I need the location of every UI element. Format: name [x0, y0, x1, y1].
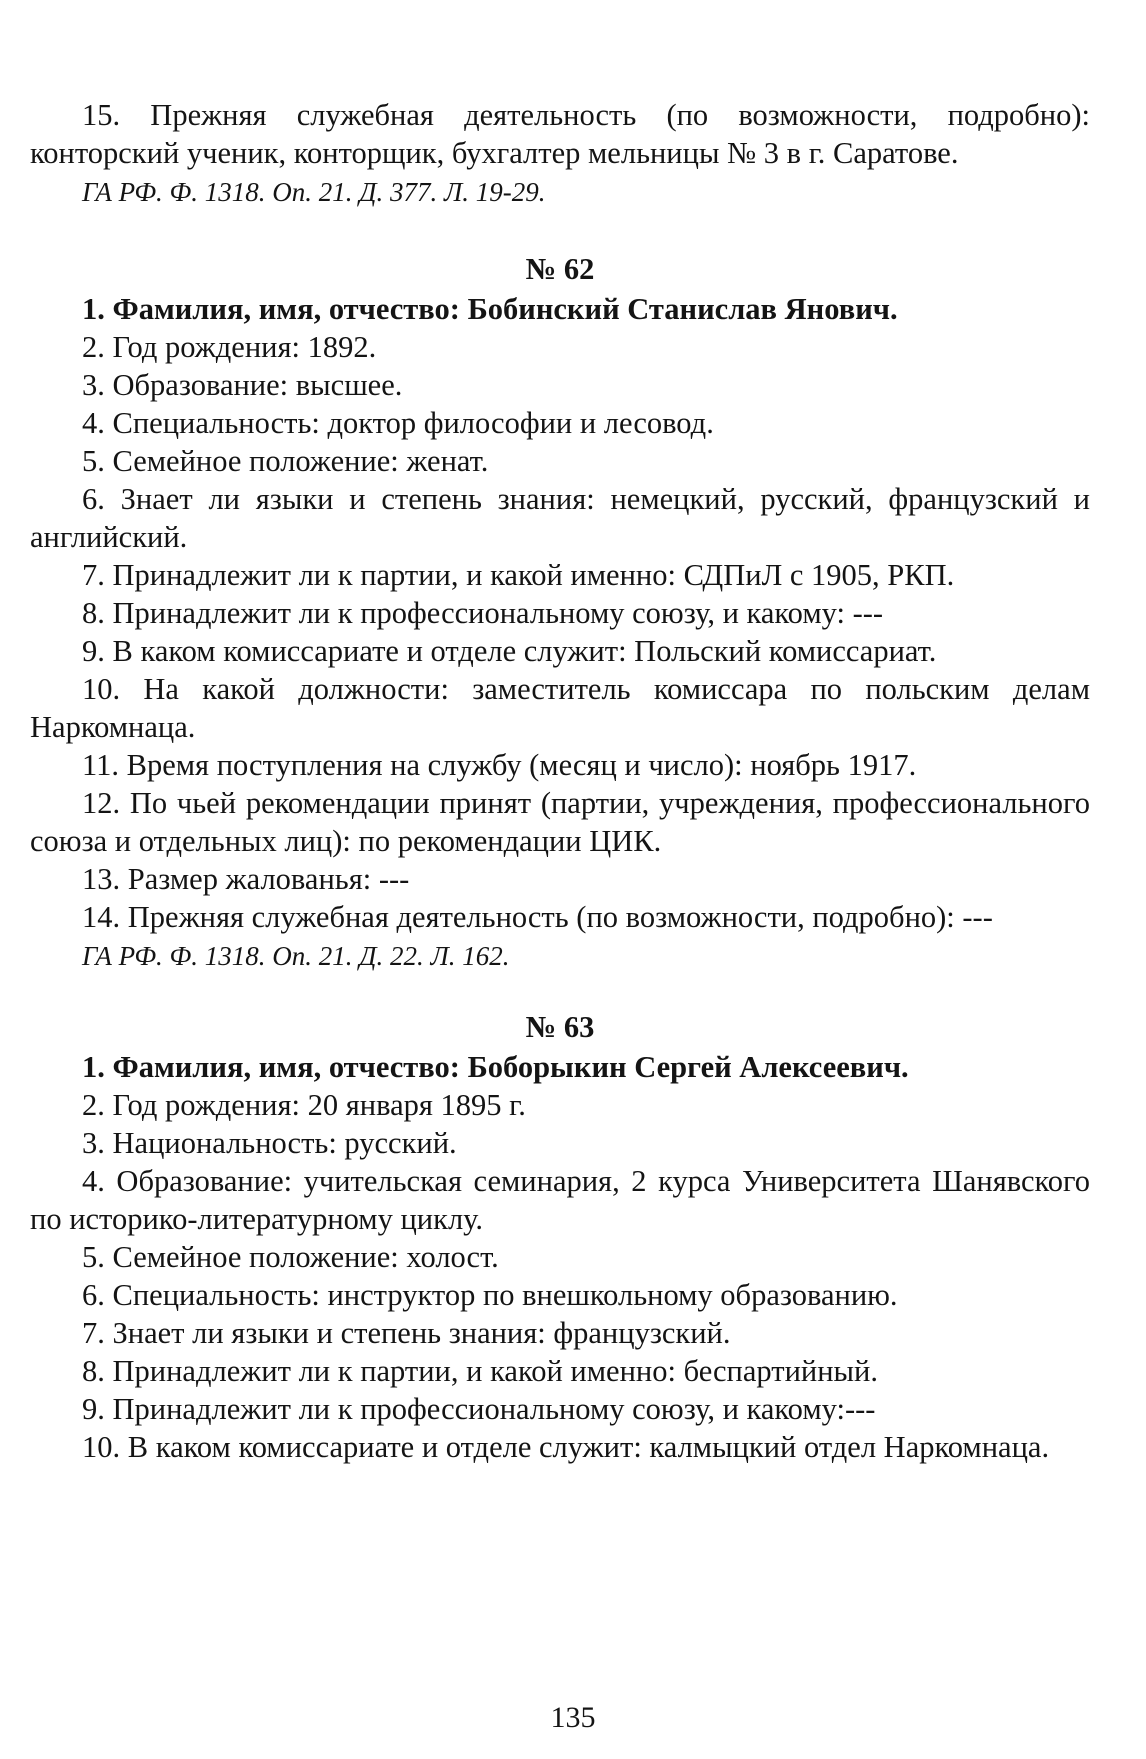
entry-63-item-7: 7. Знает ли языки и степень знания: французский.	[82, 1316, 731, 1350]
entry-63	[30, 1008, 1090, 1466]
entry-63-item-10: 10. В каком комиссариате и отделе служит: калмыцкий отдел Наркомнаца.	[82, 1430, 1050, 1464]
entry-62-item-9: 9. В каком комиссариате и отделе служит: Польский комиссариат.	[82, 634, 937, 668]
prev-entry-source: ГА РФ. Ф. 1318. Оп. 21. Д. 377. Л. 19-29.	[82, 177, 546, 207]
entry-62-number: № 62	[525, 252, 595, 286]
entry-62-item-13: 13. Размер жалованья: ---	[82, 862, 410, 896]
document-page	[30, 96, 1090, 1466]
entry-62-item-6: 6. Знает ли языки и степень знания: немецкий, русский, французский и английский.	[30, 482, 1090, 554]
entry-63-item-4: 4. Образование: учительская семинария, 2 курса Университета Шанявского по историко-литературному циклу.	[30, 1164, 1090, 1236]
entry-62-item-3: 3. Образование: высшее.	[82, 368, 403, 402]
entry-62-item-2: 2. Год рождения: 1892.	[82, 330, 377, 364]
entry-62-item-11: 11. Время поступления на службу (месяц и число): ноябрь 1917.	[82, 748, 917, 782]
entry-62-item-8: 8. Принадлежит ли к профессиональному союзу, и какому: ---	[82, 596, 884, 630]
entry-62-item-14: 14. Прежняя служебная деятельность (по возможности, подробно): ---	[82, 900, 993, 934]
entry-63-item-9: 9. Принадлежит ли к профессиональному союзу, и какому:---	[82, 1392, 876, 1426]
page-number: 135	[550, 1701, 596, 1734]
entry-62-item-12: 12. По чьей рекомендации принят (партии, учреждения, профессионального союза и отдельных лиц): по рекомендации ЦИК.	[30, 786, 1090, 858]
entry-63-item-2: 2. Год рождения: 20 января 1895 г.	[82, 1088, 526, 1122]
entry-63-item-1: 1. Фамилия, имя, отчество: Боборыкин Сергей Алексеевич.	[82, 1050, 909, 1084]
entry-62-item-7: 7. Принадлежит ли к партии, и какой именно: СДПиЛ с 1905, РКП.	[82, 558, 955, 592]
entry-63-item-3: 3. Национальность: русский.	[82, 1126, 457, 1160]
entry-62-item-1: 1. Фамилия, имя, отчество: Бобинский Станислав Янович.	[82, 292, 898, 326]
entry-63-item-8: 8. Принадлежит ли к партии, и какой именно: беспартийный.	[82, 1354, 878, 1388]
entry-63-item-5: 5. Семейное положение: холост.	[82, 1240, 499, 1274]
entry-63-item-6: 6. Специальность: инструктор по внешкольному образованию.	[82, 1278, 898, 1312]
entry-62-item-10: 10. На какой должности: заместитель комиссара по польским делам Наркомнаца.	[30, 672, 1090, 744]
prev-entry	[30, 96, 1090, 210]
entry-62-source: ГА РФ. Ф. 1318. Оп. 21. Д. 22. Л. 162.	[82, 941, 510, 971]
prev-item-15: 15. Прежняя служебная деятельность (по возможности, подробно): конторский ученик, конторщик, бухгалтер мельницы № 3 в г. Саратове.	[30, 98, 1090, 170]
entry-63-number: № 63	[525, 1010, 595, 1044]
entry-62	[30, 250, 1090, 974]
entry-62-item-5: 5. Семейное положение: женат.	[82, 444, 489, 478]
entry-62-item-4: 4. Специальность: доктор философии и лесовод.	[82, 406, 714, 440]
